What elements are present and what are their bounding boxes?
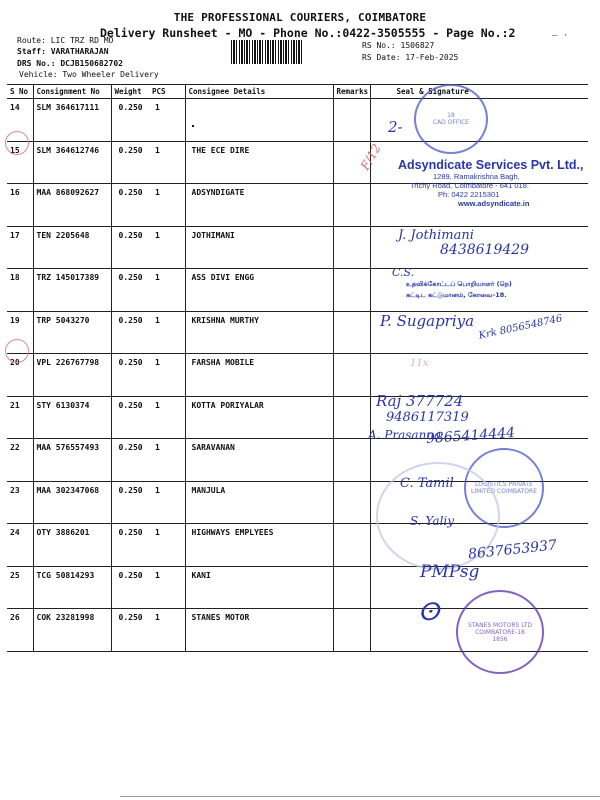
staff-line: [17, 47, 109, 56]
sno-cell: 15: [7, 141, 33, 184]
signature-row14: 2-: [388, 118, 403, 136]
consignee-cell: ASS DIVI ENGG: [185, 269, 333, 312]
route-label: Route:: [17, 36, 46, 45]
phone-row17: 8438619429: [440, 242, 530, 258]
stanes-stamp-text: STANES MOTORS LTD COIMBATORE-18: [467, 621, 533, 636]
signature-row23: C. Tamil: [400, 476, 454, 491]
col-consignment: Consignment No: [33, 85, 111, 99]
tamil-seal-line1: உதவிக்கோட்டப் பொறியாளர் (நெ): [406, 280, 512, 288]
consignee-cell: SARAVANAN: [185, 439, 333, 482]
sno-cell: 16: [7, 184, 33, 227]
weight-cell: 0.250: [111, 524, 149, 567]
pcs-cell: 1: [149, 311, 185, 354]
pcs-cell: 1: [149, 141, 185, 184]
col-seal-signature: Seal & Signature: [370, 85, 588, 99]
pcs-cell: 1: [149, 226, 185, 269]
vehicle-line: [19, 70, 159, 79]
sno-cell: 14: [7, 99, 33, 142]
phone-row22: 9865414444: [425, 424, 516, 448]
stamp-text: CAD OFFICE: [432, 119, 470, 126]
red-handwritten-mark: F/12: [357, 141, 384, 173]
pcs-cell: 1: [149, 524, 185, 567]
rs-no-label: RS No.:: [362, 41, 396, 50]
signature-row19-b: Krk 8056548746: [477, 313, 564, 342]
pcs-cell: 1: [149, 481, 185, 524]
consignment-cell: TCG 50814293: [33, 566, 111, 609]
sno-cell: 18: [7, 269, 33, 312]
adsyndicate-stamp: [398, 158, 584, 208]
col-remarks: Remarks: [333, 85, 370, 99]
signature-row17: J. Jothimani: [398, 228, 474, 243]
signature-row24: S. Yaliy: [410, 514, 455, 528]
remarks-cell: [333, 184, 370, 227]
remarks-cell: [333, 609, 370, 652]
adsyndicate-address-3: Ph: 0422 2215301: [438, 190, 500, 199]
pcs-cell: 1: [149, 99, 185, 142]
drs-value: DCJB150682702: [60, 59, 123, 68]
sno-cell: 19: [7, 311, 33, 354]
consignee-cell: THE ECE DIRE: [185, 141, 333, 184]
adsyndicate-address-2: Trichy Road, Coimbatore - 641 018.: [410, 181, 529, 190]
consignment-cell: TEN 2205648: [33, 226, 111, 269]
consignee-cell: ADSYNDIGATE: [185, 184, 333, 227]
stanes-motors-stamp: [456, 590, 544, 674]
col-weight: Weight: [111, 85, 149, 99]
signature-row26: ⵙ: [418, 598, 440, 626]
runsheet-subtitle: Delivery Runsheet - MO - Phone No.:0422-3505555 - Page No.:2: [100, 26, 516, 40]
rs-no-line: [362, 41, 434, 50]
pcs-cell: 1: [149, 354, 185, 397]
remarks-cell: [333, 99, 370, 142]
stanes-stamp-year: 1856: [492, 635, 508, 643]
adsyndicate-address-1: 1289, Ramakrishna Bagh,: [433, 172, 520, 181]
sno-cell: 20: [7, 354, 33, 397]
weight-cell: 0.250: [111, 226, 149, 269]
consignee-cell: FARSHA MOBILE: [185, 354, 333, 397]
barcode: [231, 40, 304, 64]
drs-label: DRS No.:: [17, 59, 56, 68]
weight-cell: 0.250: [111, 481, 149, 524]
faint-mark-row20: 11x: [410, 358, 429, 369]
logistics-stamp: LOGISTICS PRIVATE LIMITED COIMBATORE: [464, 448, 544, 528]
adsyndicate-web: www.adsyndicate.in: [458, 199, 530, 208]
consignee-cell: HIGHWAYS EMPLYEES: [185, 524, 333, 567]
footer-rule: [120, 796, 600, 797]
seal-signature-cell: [370, 354, 588, 397]
cad-office-stamp: [414, 84, 488, 154]
sno-cell: 25: [7, 566, 33, 609]
adsyndicate-name: Adsyndicate Services Pvt. Ltd.,: [398, 158, 584, 172]
remarks-cell: [333, 566, 370, 609]
col-pcs: PCS: [149, 85, 185, 99]
sno-cell: 21: [7, 396, 33, 439]
remarks-cell: [333, 269, 370, 312]
table-header-row: [7, 85, 588, 99]
pcs-cell: 1: [149, 396, 185, 439]
consignment-cell: VPL 226767798: [33, 354, 111, 397]
phone-row21: 9486117319: [386, 410, 469, 425]
consignee-cell: MANJULA: [185, 481, 333, 524]
consignment-cell: TRP 5043270: [33, 311, 111, 354]
phone-row25: 8637653937: [467, 537, 558, 563]
sno-cell: 22: [7, 439, 33, 482]
table-row: [7, 354, 588, 397]
consignee-cell: KRISHNA MURTHY: [185, 311, 333, 354]
signature-row18: C.S.: [392, 266, 415, 279]
sno-cell: 17: [7, 226, 33, 269]
remarks-cell: [333, 226, 370, 269]
table-row: [7, 99, 588, 142]
stray-dot: [192, 125, 194, 127]
weight-cell: 0.250: [111, 566, 149, 609]
vehicle-value: Two Wheeler Delivery: [62, 70, 159, 79]
weight-cell: 0.250: [111, 354, 149, 397]
consignment-cell: MAA 868092627: [33, 184, 111, 227]
weight-cell: 0.250: [111, 609, 149, 652]
remarks-cell: [333, 524, 370, 567]
red-circle-mark: [5, 339, 29, 363]
company-title: THE PROFESSIONAL COURIERS, COIMBATORE: [173, 11, 427, 24]
scribble-mark: — ·: [552, 31, 569, 41]
consignment-cell: COK 23281998: [33, 609, 111, 652]
signature-row25: PMPsg: [420, 562, 480, 582]
consignee-cell: [185, 99, 333, 142]
red-circle-mark: [5, 131, 29, 155]
signature-row19: P. Sugapriya: [380, 312, 475, 330]
consignment-cell: MAA 576557493: [33, 439, 111, 482]
weight-cell: 0.250: [111, 269, 149, 312]
consignment-cell: OTY 3886201: [33, 524, 111, 567]
consignee-cell: STANES MOTOR: [185, 609, 333, 652]
rs-no-value: 1506827: [400, 41, 435, 50]
consignment-cell: TRZ 145017389: [33, 269, 111, 312]
remarks-cell: [333, 396, 370, 439]
remarks-cell: [333, 439, 370, 482]
staff-value: VARATHARAJAN: [50, 47, 109, 56]
consignment-cell: SLM 364612746: [33, 141, 111, 184]
consignee-cell: JOTHIMANI: [185, 226, 333, 269]
weight-cell: 0.250: [111, 184, 149, 227]
consignee-cell: KOTTA PORIYALAR: [185, 396, 333, 439]
rs-date-line: [362, 53, 458, 62]
rs-date-label: RS Date:: [362, 53, 401, 62]
stamp-date: 18: [447, 112, 455, 119]
signature-row21: Raj 377724: [376, 392, 464, 410]
pcs-cell: 1: [149, 269, 185, 312]
consignee-cell: KANI: [185, 566, 333, 609]
pcs-cell: 1: [149, 566, 185, 609]
signature-row22: A. Prasanna: [368, 428, 442, 442]
route-line: [17, 36, 113, 45]
sno-cell: 26: [7, 609, 33, 652]
weight-cell: 0.250: [111, 396, 149, 439]
col-sno: S No: [7, 85, 33, 99]
weight-cell: 0.250: [111, 311, 149, 354]
consignment-cell: SLM 364617111: [33, 99, 111, 142]
drs-line: [17, 59, 123, 68]
weight-cell: 0.250: [111, 99, 149, 142]
route-value: LIC TRZ RD MO: [50, 36, 114, 45]
pcs-cell: 1: [149, 609, 185, 652]
tamil-seal: [406, 279, 512, 301]
sno-cell: 23: [7, 481, 33, 524]
vehicle-label: Vehicle:: [19, 70, 58, 79]
pcs-cell: 1: [149, 184, 185, 227]
weight-cell: 0.250: [111, 141, 149, 184]
tamil-seal-line2: கட்டிட கட்டுமானம், கோவை-18.: [406, 291, 507, 299]
remarks-cell: [333, 354, 370, 397]
weight-cell: 0.250: [111, 439, 149, 482]
sno-cell: 24: [7, 524, 33, 567]
pcs-cell: 1: [149, 439, 185, 482]
consignment-cell: MAA 302347068: [33, 481, 111, 524]
remarks-cell: [333, 481, 370, 524]
rs-date-value: 17-Feb-2025: [405, 53, 459, 62]
consignment-cell: STY 6130374: [33, 396, 111, 439]
staff-label: Staff:: [17, 47, 46, 56]
remarks-cell: [333, 311, 370, 354]
col-consignee: Consignee Details: [185, 85, 333, 99]
